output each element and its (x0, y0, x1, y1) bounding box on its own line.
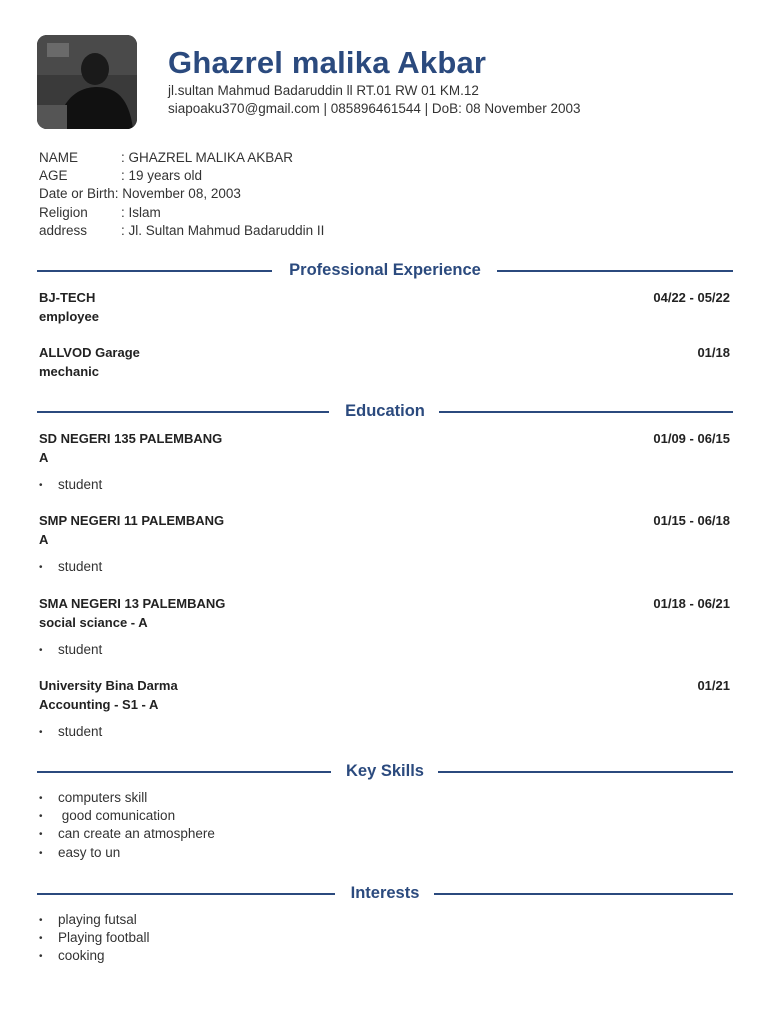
entry-date: 01/15 - 06/18 (653, 513, 730, 528)
person-silhouette-icon (37, 35, 137, 129)
bullet-text: student (58, 642, 103, 657)
school-name: SMP NEGERI 11 PALEMBANG (39, 513, 225, 528)
bullet-icon: • (39, 829, 43, 840)
info-value: : Jl. Sultan Mahmud Badaruddin II (121, 222, 325, 238)
skill-item (39, 789, 147, 808)
school-name: SD NEGERI 135 PALEMBANG (39, 431, 223, 446)
education-bullet (39, 641, 102, 660)
info-row-age (39, 167, 324, 185)
experience-entry (39, 289, 730, 326)
bullet-icon: • (39, 727, 43, 738)
section-title: Professional Experience (289, 261, 481, 279)
info-value: : November 08, 2003 (114, 186, 241, 202)
bullet-icon: • (39, 645, 43, 656)
education-entry (39, 512, 730, 549)
info-value: : 19 years old (121, 168, 203, 184)
info-row-name (39, 149, 324, 167)
skill-text: can create an atmosphere (58, 826, 215, 841)
profile-photo (37, 35, 137, 129)
education-bullet (39, 723, 102, 742)
bullet-icon: • (39, 811, 43, 822)
info-key: Religion (39, 204, 88, 220)
education-entry (39, 595, 730, 632)
section-title: Interests (350, 884, 420, 902)
bullet-text: student (58, 477, 103, 492)
skill-text: easy to un (58, 845, 121, 860)
info-row-religion (39, 204, 324, 222)
interest-text: cooking (58, 948, 105, 963)
school-detail: A (39, 449, 49, 465)
bullet-icon: • (39, 933, 43, 944)
interest-item (39, 911, 137, 930)
bullet-icon: • (39, 951, 43, 962)
contact-line: siapoaku370@gmail.com | 085896461544 | DoB: 08 November 2003 (168, 101, 581, 116)
education-bullet (39, 558, 102, 577)
skill-text: good comunication (58, 808, 176, 823)
school-name: SMA NEGERI 13 PALEMBANG (39, 596, 226, 611)
skill-item (39, 807, 175, 826)
employer-name: ALLVOD Garage (39, 345, 140, 360)
education-bullet (39, 476, 102, 495)
experience-entry (39, 344, 730, 381)
section-title: Education (345, 402, 425, 420)
bullet-icon: • (39, 848, 43, 859)
info-row-dob (39, 185, 324, 203)
info-row-address (39, 222, 324, 240)
info-key: AGE (39, 168, 68, 184)
interest-text: Playing football (58, 930, 150, 945)
job-role: mechanic (39, 363, 99, 379)
education-entry (39, 677, 730, 714)
entry-date: 01/09 - 06/15 (653, 431, 730, 446)
entry-date: 04/22 - 05/22 (653, 290, 730, 305)
personal-info (39, 149, 324, 240)
address-line: jl.sultan Mahmud Badaruddin ll RT.01 RW 01 KM.12 (168, 83, 479, 98)
entry-date: 01/18 (697, 345, 730, 360)
info-value: : Islam (121, 204, 161, 220)
interest-text: playing futsal (58, 912, 137, 927)
interest-item (39, 947, 105, 966)
school-detail: Accounting - S1 - A (39, 696, 159, 712)
section-header-interests (37, 883, 733, 903)
section-header-skills (37, 761, 733, 781)
section-header-experience (37, 260, 733, 280)
skill-item (39, 844, 120, 863)
section-header-education (37, 401, 733, 421)
bullet-text: student (58, 559, 103, 574)
bullet-icon: • (39, 562, 43, 573)
school-detail: A (39, 531, 49, 547)
skill-text: computers skill (58, 790, 148, 805)
bullet-icon: • (39, 480, 43, 491)
school-detail: social sciance - A (39, 614, 148, 630)
info-key: address (39, 222, 88, 238)
bullet-text: student (58, 724, 103, 739)
info-key: NAME (39, 150, 79, 165)
skill-item (39, 825, 215, 844)
education-entry (39, 430, 730, 467)
job-role: employee (39, 308, 99, 324)
bullet-icon: • (39, 915, 43, 926)
employer-name: BJ-TECH (39, 290, 96, 305)
entry-date: 01/18 - 06/21 (653, 596, 730, 611)
info-value: : GHAZREL MALIKA AKBAR (121, 150, 294, 165)
entry-date: 01/21 (697, 678, 730, 693)
section-title: Key Skills (346, 762, 424, 780)
resume-header (168, 44, 580, 118)
interest-item (39, 929, 150, 948)
school-name: University Bina Darma (39, 678, 178, 693)
bullet-icon: • (39, 793, 43, 804)
candidate-name: Ghazrel malika Akbar (168, 45, 487, 80)
info-key: Date or Birth (39, 186, 115, 202)
